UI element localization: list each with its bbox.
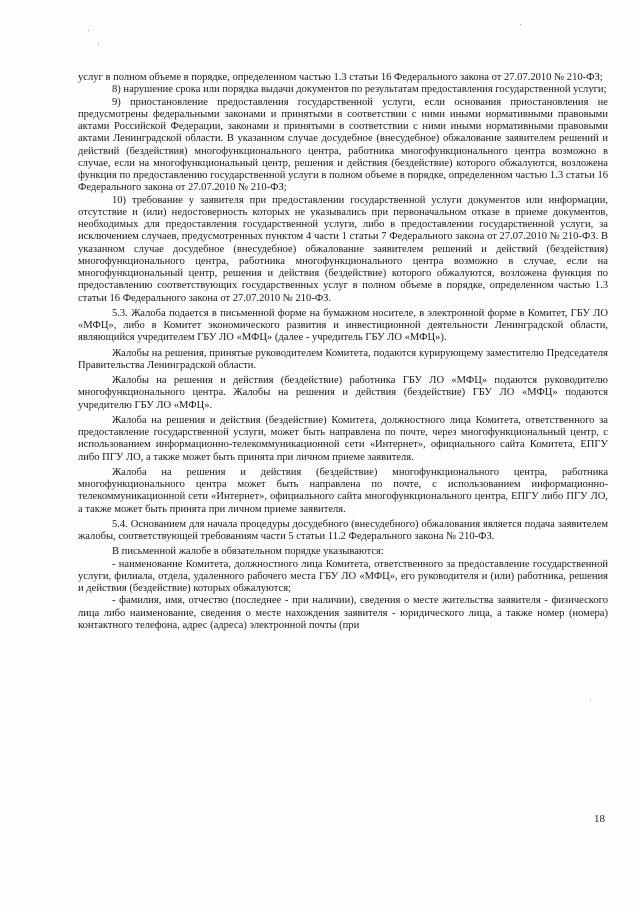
scan-speck (98, 44, 99, 45)
paragraph: - наименование Комитета, должностного лица Комитета, ответственного за предоставление государственной услуги, филиала, отдела, удаленного рабочего места ГБУ ЛО «МФЦ», его руководителя и (или) работника, решения и действия (бездействие) которых обжалуются; (78, 558, 608, 594)
paragraph: услуг в полном объеме в порядке, определенном частью 1.3 статьи 16 Федерального закона от 27.07.2010 № 210-ФЗ; (78, 72, 603, 83)
paragraph: 10) требование у заявителя при предоставлении государственной услуги документов или информации, отсутствие и (или) недостоверность которых не указывались при первоначальном отказе в приеме документов, необходимых для предоставления государственной услуги, либо в предоставлении государственной услуги, за исключением случаев, предусмотренных пунктом 4 части 1 статьи 7 Федерального закона от 27.07.2010 № 210-ФЗ. В указанном случае досудебное (внесудебное) обжалование заявителем решений и действий (бездействия) многофункционального центра, работника многофункционального центра возможно в случае, если на многофункциональный центр, решения и действия (бездействие) которого обжалуются, возложена функция по предоставлению соответствующих государственных услуг в полном объеме в порядке, определенном частью 1.3 статьи 16 Федерального закона от 27.07.2010 № 210-ФЗ. (78, 194, 608, 304)
paragraph: 8) нарушение срока или порядка выдачи документов по результатам предоставления государственной услуги; (112, 84, 607, 96)
paragraph: 5.3. Жалоба подается в письменной форме на бумажном носителе, в электронной форме в Комитет, ГБУ ЛО «МФЦ», либо в Комитет экономического развития и инвестиционной деятельности Ленинградской области, являющийся учредителем ГБУ ЛО «МФЦ» (далее - учредитель ГБУ ЛО «МФЦ»). (78, 307, 608, 344)
page-number: 18 (594, 813, 605, 825)
scan-speck (88, 30, 89, 31)
paragraph: 5.4. Основанием для начала процедуры досудебного (внесудебного) обжалования является подача заявителем жалобы, соответствующей требованиям части 5 статьи 11.2 Федерального закона № 210-ФЗ. (78, 518, 608, 542)
scan-speck (590, 700, 591, 701)
document-body (78, 72, 608, 632)
paragraph: Жалобы на решения и действия (бездействие) работника ГБУ ЛО «МФЦ» подаются руководителю многофункционального центра. Жалобы на решения и действия (бездействие) ГБУ ЛО «МФЦ» подаются учредителю ГБУ ЛО «МФЦ». (78, 375, 608, 411)
paragraph: - фамилия, имя, отчество (последнее - при наличии), сведения о месте жительства заявителя - физического лица либо наименование, сведения о месте нахождения заявителя - юридического лица, а также номер (номера) контактного телефона, адрес (адреса) электронной почты (при (78, 595, 608, 631)
paragraph: В письменной жалобе в обязательном порядке указываются: (112, 546, 384, 558)
paragraph: Жалоба на решения и действия (бездействие) Комитета, должностного лица Комитета, ответственного за предоставление государственной услуги, может быть направлена по почте, через многофункциональный центр, с использованием информационно-телекоммуникационной сети «Интернет», официального сайта Комитета, ЕПГУ либо ПГУ ЛО, а также может быть принята при личном приеме заявителя. (78, 414, 608, 463)
paragraph: Жалоба на решения и действия (бездействие) многофункционального центра, работника многофункционального центра может быть направлена по почте, с использованием информационно-телекоммуникационной сети «Интернет», официального сайта многофункционального центра, ЕПГУ либо ПГУ ЛО, а также может быть принята при личном приеме заявителя. (78, 466, 608, 515)
scan-speck (520, 24, 521, 25)
paragraph: Жалобы на решения, принятые руководителем Комитета, подаются курирующему заместителю Председателя Правительства Ленинградской области. (78, 347, 608, 371)
paragraph: 9) приостановление предоставления государственной услуги, если основания приостановления не предусмотрены федеральными законами и принятыми в соответствии с ними иными нормативными правовыми актами Российской Федерации, законами и принятыми в соответствии с ними иными нормативными правовыми актами Ленинградской области. В указанном случае досудебное (внесудебное) обжалование заявителем решений и действий (бездействия) многофункционального центра, работника многофункционального центра возможно в случае, если на многофункциональный центр, решения и действия (бездействие) которого обжалуются, возложена функция по предоставлению государственной услуги в полном объеме в порядке, определенном частью 1.3 статьи 16 Федерального закона от 27.07.2010 № 210-ФЗ; (78, 96, 608, 194)
